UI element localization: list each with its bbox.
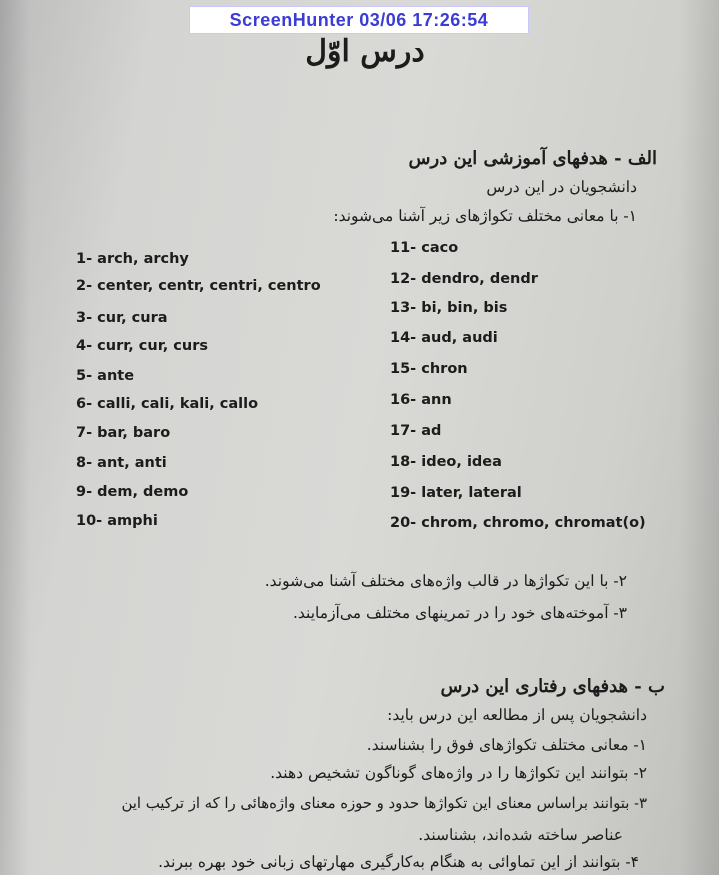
list-item: 1- arch, archy bbox=[76, 251, 189, 267]
list-item: 9- dem, demo bbox=[76, 484, 189, 500]
section-b-item-2: ۲- بتوانند این تکواژها را در واژه‌های گوناگون تشخیص دهند. bbox=[270, 764, 647, 782]
list-item: 16- ann bbox=[390, 392, 452, 408]
list-item: 17- ad bbox=[390, 423, 442, 439]
list-item: 19- later, lateral bbox=[390, 485, 522, 501]
section-b-item-3-continued: عناصر ساخته شده‌اند، بشناسند. bbox=[418, 826, 623, 844]
section-b-intro: دانشجویان پس از مطالعه این درس باید: bbox=[387, 706, 647, 724]
list-item: 18- ideo, idea bbox=[390, 454, 502, 470]
list-item: 15- chron bbox=[390, 361, 468, 377]
section-a-item-1: ۱- با معانی مختلف تکواژهای زیر آشنا می‌شوند: bbox=[333, 207, 637, 225]
list-item: 11- caco bbox=[390, 240, 459, 256]
lesson-title: درس اوّل bbox=[305, 34, 425, 69]
section-b-item-3: ۳- بتوانند براساس معنای این تکواژها حدود و حوزه معنای واژه‌هائی را که از ترکیب این bbox=[121, 795, 647, 812]
list-item: 2- center, centr, centri, centro bbox=[76, 278, 321, 294]
list-item: 14- aud, audi bbox=[390, 330, 498, 346]
screenhunter-timestamp-overlay: ScreenHunter 03/06 17:26:54 bbox=[189, 6, 529, 34]
list-item: 6- calli, cali, kali, callo bbox=[76, 396, 259, 412]
section-b-item-1: ۱- معانی مختلف تکواژهای فوق را بشناسند. bbox=[366, 736, 647, 754]
section-a-item-2: ۲- با این تکواژها در قالب واژه‌های مختلف آشنا می‌شوند. bbox=[264, 572, 627, 590]
list-item: 8- ant, anti bbox=[76, 455, 167, 471]
list-item: 13- bi, bin, bis bbox=[390, 300, 508, 316]
list-item: 10- amphi bbox=[76, 513, 158, 529]
section-b-heading: ب - هدفهای رفتاری این درس bbox=[440, 676, 665, 697]
list-item: 4- curr, cur, curs bbox=[76, 338, 208, 354]
list-item: 20- chrom, chromo, chromat(o) bbox=[390, 515, 646, 531]
section-b-item-4: ۴- بتوانند از این تماوائی به هنگام به‌کارگیری مهارتهای زبانی خود بهره ببرند. bbox=[158, 853, 639, 871]
list-item: 3- cur, cura bbox=[76, 310, 168, 326]
page-edge-shadow-right bbox=[679, 0, 719, 875]
page-edge-shadow-left bbox=[0, 0, 30, 875]
list-item: 7- bar, baro bbox=[76, 425, 171, 441]
section-a-intro: دانشجویان در این درس bbox=[486, 178, 637, 196]
section-a-item-3: ۳- آموخته‌های خود را در تمرینهای مختلف می‌آزمایند. bbox=[292, 604, 627, 622]
section-a-heading: الف - هدفهای آموزشی این درس bbox=[408, 148, 657, 169]
list-item: 5- ante bbox=[76, 368, 135, 384]
list-item: 12- dendro, dendr bbox=[390, 271, 538, 287]
